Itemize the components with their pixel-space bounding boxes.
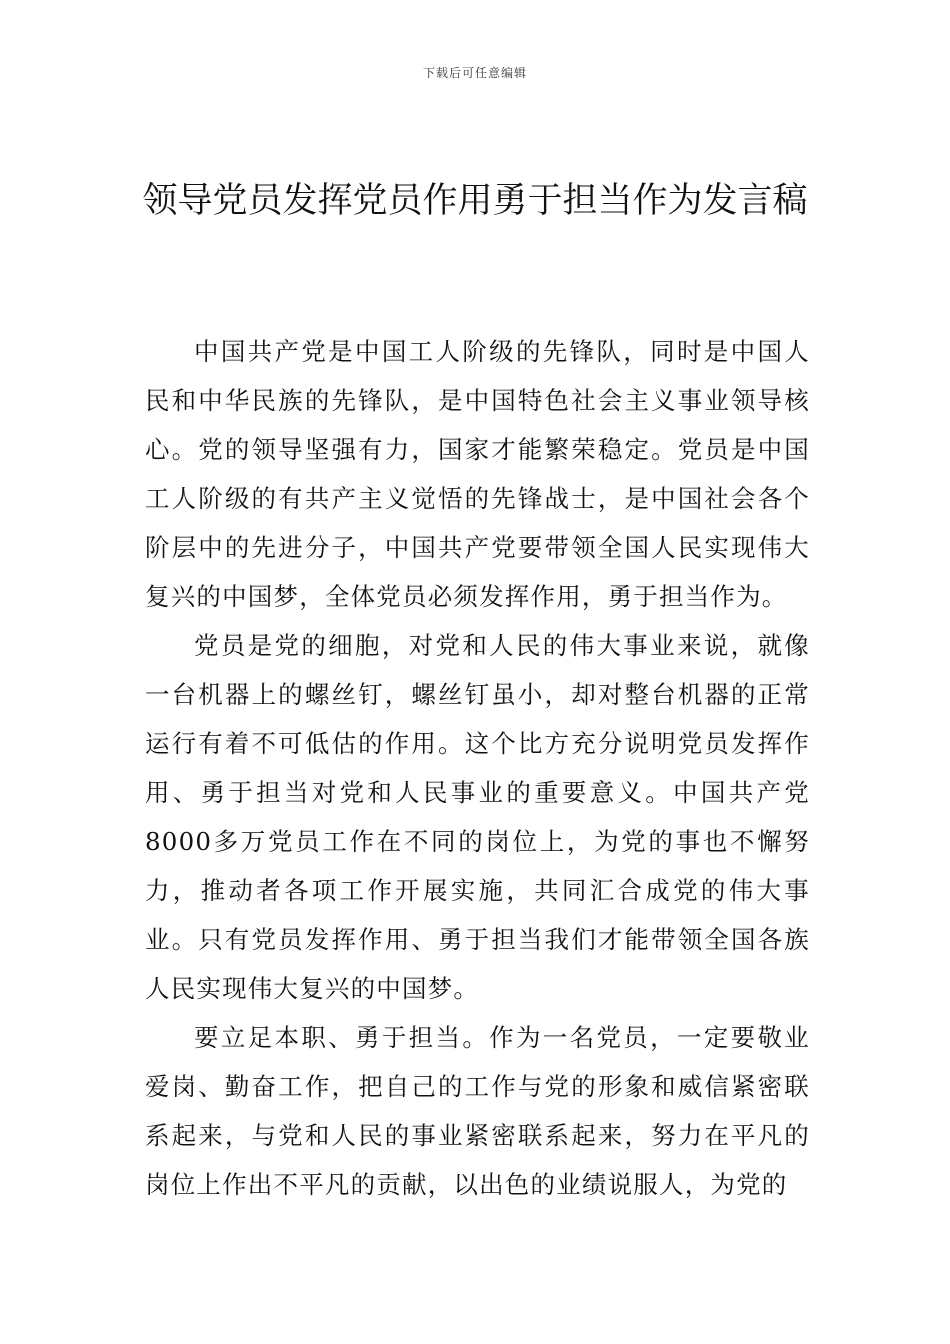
paragraph-3: 要立足本职、勇于担当。作为一名党员，一定要敬业爱岗、勤奋工作，把自己的工作与党的形象和威信紧密联系起来，与党和人民的事业紧密联系起来，努力在平凡的岗位上作出不平凡的贡献，以出色的业绩说服人，为党的	[145, 1023, 810, 1199]
document-title: 领导党员发挥党员作用勇于担当作为发言稿	[142, 181, 808, 221]
paragraph-1: 中国共产党是中国工人阶级的先锋队，同时是中国人民和中华民族的先锋队，是中国特色社会主义事业领导核心。党的领导坚强有力，国家才能繁荣稳定。党员是中国工人阶级的有共产主义觉悟的先锋战士，是中国社会各个阶层中的先进分子，中国共产党要带领全国人民实现伟大复兴的中国梦，全体党员必须发挥作用，勇于担当作为。	[145, 337, 810, 611]
paragraph-2: 党员是党的细胞，对党和人民的伟大事业来说，就像一台机器上的螺丝钉，螺丝钉虽小，却对整台机器的正常运行有着不可低估的作用。这个比方充分说明党员发挥作用、勇于担当对党和人民事业的重要意义。中国共产党8000多万党员工作在不同的岗位上，为党的事也不懈努力，推动者各项工作开展实施，共同汇合成党的伟大事业。只有党员发挥作用、勇于担当我们才能带领全国各族人民实现伟大复兴的中国梦。	[145, 631, 810, 1003]
header-note: 下载后可任意编辑	[422, 66, 527, 80]
document-body	[145, 327, 810, 1209]
